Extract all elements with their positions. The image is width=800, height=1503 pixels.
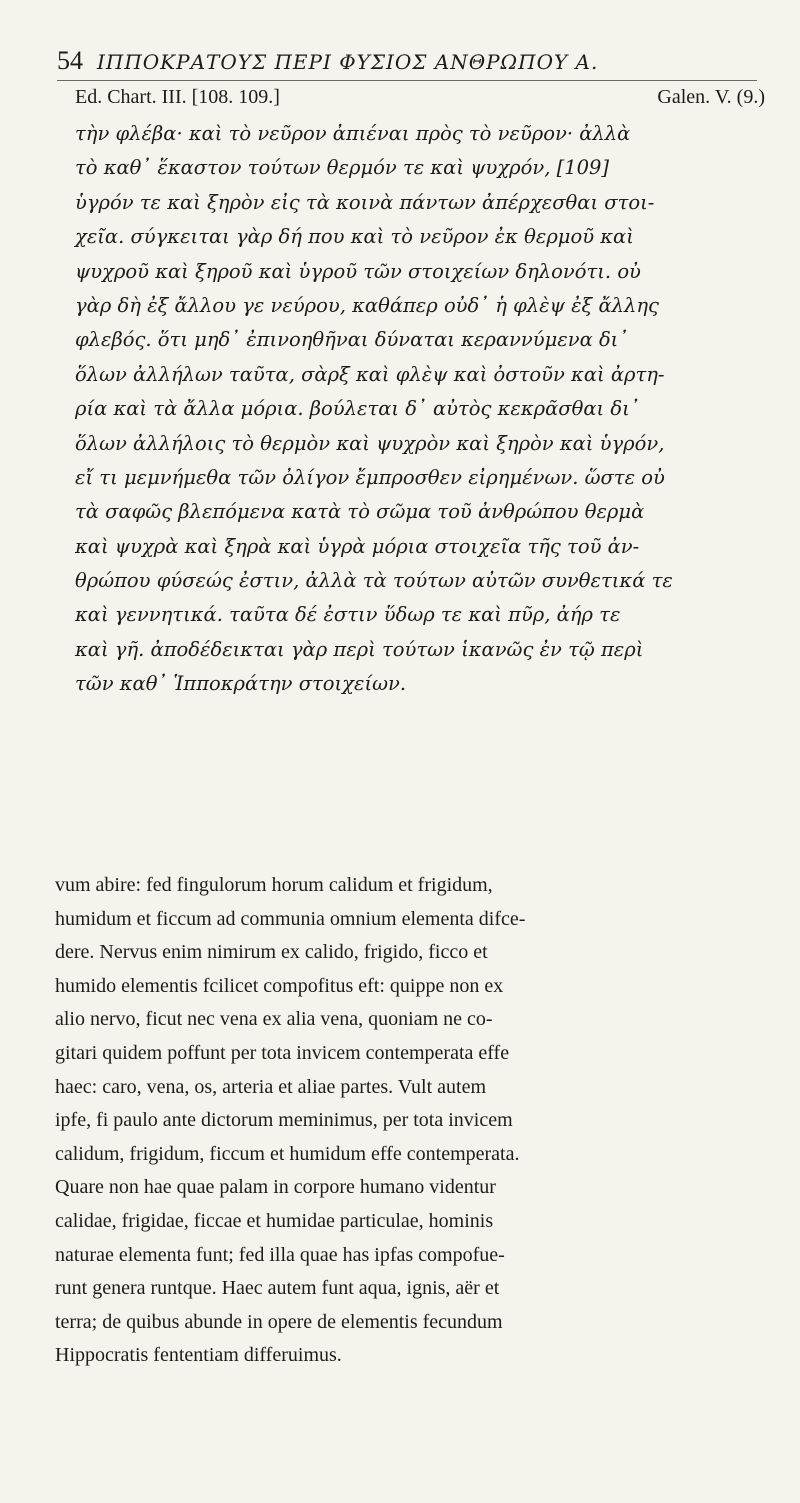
latin-text-line: vum abire: fed fingulorum horum calidum et frigidum,: [55, 874, 493, 896]
latin-text-line: naturae elementa funt; fed illa quae has ipfas compofue-: [55, 1243, 505, 1266]
latin-text-line: Quare non hae quae palam in corpore humano videntur: [55, 1176, 496, 1199]
latin-text-line: alio nervo, ficut nec vena ex alia vena, quoniam ne co-: [55, 1008, 493, 1031]
greek-text-line: καὶ γεννητικά. ταῦτα δέ ἐστιν ὕδωρ τε καὶ πῦρ, ἀήρ τε: [75, 603, 621, 627]
greek-text-line: ὅλων ἀλλήλων ταῦτα, σὰρξ καὶ φλὲψ καὶ ὀστοῦν καὶ ἀρτη-: [75, 362, 665, 386]
latin-text-line: ipfe, fi paulo ante dictorum meminimus, per tota invicem: [55, 1109, 513, 1132]
latin-text-line: terra; de quibus abunde in opere de elementis fecundum: [55, 1310, 503, 1333]
chartier-reference: Ed. Chart. III. [108. 109.]: [75, 86, 280, 108]
latin-text-line: Hippocratis fententiam differuimus.: [55, 1344, 342, 1367]
greek-text-line: φλεβός. ὅτι μηδ᾽ ἐπινοηθῆναι δύναται κεραννύμενα δι᾽: [75, 328, 629, 352]
greek-text-line: γὰρ δὴ ἐξ ἄλλου γε νεύρου, καθάπερ οὐδ᾽ ἡ φλὲψ ἐξ ἄλλης: [75, 293, 659, 317]
page-header: [57, 46, 757, 81]
greek-text-line: τὰ σαφῶς βλεπόμενα κατὰ τὸ σῶμα τοῦ ἀνθρώπου θερμὰ: [75, 500, 645, 524]
latin-text-line: humido elementis fcilicet compofitus eft: quippe non ex: [55, 974, 504, 997]
edition-reference-line: [75, 86, 765, 114]
galen-reference: Galen. V. (9.): [657, 86, 765, 108]
greek-text-line: εἴ τι μεμνήμεθα τῶν ὀλίγον ἔμπροσθεν εἰρημένων. ὥστε οὐ: [75, 465, 665, 489]
running-title: ΙΠΠΟΚΡΑΤΟΥΣ ΠΕΡΙ ΦΥΣΙΟΣ ΑΝΘΡΩΠΟΥ Α.: [97, 50, 599, 74]
latin-text-line: gitari quidem poffunt per tota invicem contemperata effe: [55, 1041, 510, 1064]
latin-text-line: calidae, frigidae, ficcae et humidae particulae, hominis: [55, 1209, 494, 1232]
greek-text-line: ὑγρόν τε καὶ ξηρὸν εἰς τὰ κοινὰ πάντων ἀπέρχεσθαι στοι-: [75, 190, 655, 214]
greek-text-line: ὅλων ἀλλήλοις τὸ θερμὸν καὶ ψυχρὸν καὶ ξηρὸν καὶ ὑγρόν,: [75, 431, 665, 455]
latin-text-line: calidum, frigidum, ficcum et humidum effe contemperata.: [55, 1142, 520, 1165]
latin-text-line: haec: caro, vena, os, arteria et aliae partes. Vult autem: [55, 1075, 486, 1098]
latin-text-line: humidum et ficcum ad communia omnium elementa difce-: [55, 907, 526, 930]
greek-text-line: τὸ καθ᾽ ἕκαστον τούτων θερμόν τε καὶ ψυχρόν, [109]: [75, 156, 610, 180]
latin-translation-block: [55, 869, 767, 1373]
page-number: 54: [57, 46, 83, 75]
greek-text-block: [75, 117, 765, 702]
greek-text-line: χεῖα. σύγκειται γὰρ δή που καὶ τὸ νεῦρον ἐκ θερμοῦ καὶ: [75, 225, 634, 249]
greek-text-line: καὶ γῆ. ἀποδέδεικται γὰρ περὶ τούτων ἱκανῶς ἐν τῷ περὶ: [75, 637, 644, 661]
greek-text-line: τῶν καθ᾽ Ἱπποκράτην στοιχείων.: [75, 672, 407, 696]
greek-text-line: θρώπου φύσεώς ἐστιν, ἀλλὰ τὰ τούτων αὐτῶν συνθετικά τε: [75, 569, 673, 593]
greek-text-line: ψυχροῦ καὶ ξηροῦ καὶ ὑγροῦ τῶν στοιχείων δηλονότι. οὐ: [75, 259, 641, 283]
greek-text-line: ρία καὶ τὰ ἄλλα μόρια. βούλεται δ᾽ αὐτὸς κεκρᾶσθαι δι᾽: [75, 397, 640, 421]
greek-text-line: καὶ ψυχρὰ καὶ ξηρὰ καὶ ὑγρὰ μόρια στοιχεῖα τῆς τοῦ ἀν-: [75, 534, 640, 558]
greek-text-line: τὴν φλέβα· καὶ τὸ νεῦρον ἀπιέναι πρὸς τὸ νεῦρον· ἀλλὰ: [75, 122, 631, 145]
latin-text-line: dere. Nervus enim nimirum ex calido, frigido, ficco et: [55, 941, 488, 964]
latin-text-line: runt genera runtque. Haec autem funt aqua, ignis, aër et: [55, 1277, 500, 1300]
